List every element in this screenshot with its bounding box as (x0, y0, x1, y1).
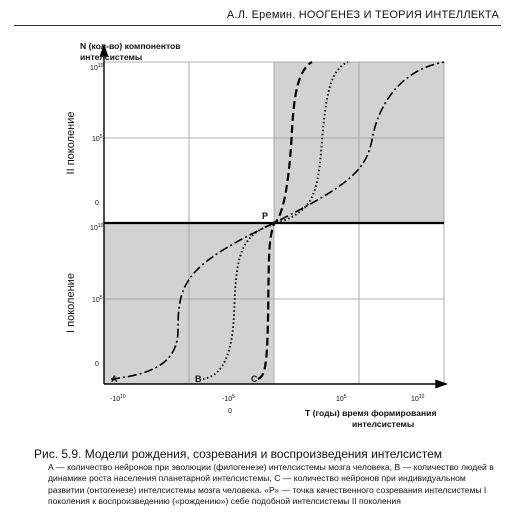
x-axis-title-line2: интелсистемы (352, 419, 415, 429)
y-tick-lower-1e10: $10^{10}$ (90, 223, 104, 232)
curve-label-c: C (251, 374, 258, 384)
point-p-marker (272, 221, 275, 224)
x-tick-pos-1e10: $10^{10}$ (411, 394, 425, 403)
x-tick-neg-1e10: $-10^{10}$ (110, 394, 126, 403)
y-tick-upper-0: 0 (95, 200, 99, 207)
y-axis-title-line2: интелсистемы (80, 52, 143, 62)
running-head: А.Л. Еремин. НООГЕНЕЗ И ТЕОРИЯ ИНТЕЛЛЕКТА (226, 9, 499, 21)
caption-title: Рис. 5.9. Модели рождения, созревания и воспроизведения интелсистем (34, 447, 443, 461)
upper-band-label: II поколение (65, 111, 77, 175)
curve-label-b: B (195, 374, 202, 384)
caption-body: А — количество нейронов при эволюции (филогенезе) интелсистемы мозга человека, В — количество людей в динамике роста населения планетарной интелсистемы, С — количество нейронов при индивидуальном развитии (онтогенезе) интелсистемы мозга человека. «Р» — точка качественного созревания интелсистемы I поколения к воспроизведению («рождению») себе подобной интелсистемы II поколения (48, 462, 494, 507)
figure-caption (34, 447, 504, 508)
y-tick-upper-1e5: $10^5$ (92, 134, 103, 143)
x-tick-zero: 0 (228, 408, 232, 415)
curve-label-a: A (111, 374, 118, 384)
x-axis-arrow (436, 381, 446, 388)
x-tick-pos-1e5: $10^5$ (336, 394, 347, 403)
y-tick-lower-1e5: $10^5$ (92, 295, 103, 304)
y-tick-upper-1e10: $10^{10}$ (90, 63, 104, 72)
y-tick-lower-0: 0 (95, 361, 99, 368)
x-axis-title-line1: T (годы) время формирования (305, 408, 437, 418)
x-tick-neg-1e5: $-10^5$ (222, 394, 235, 403)
point-p-label: P (262, 211, 269, 221)
y-axis-title-line1: N (кол-во) компонентов (80, 41, 181, 51)
lower-band-label: I поколение (65, 273, 77, 333)
